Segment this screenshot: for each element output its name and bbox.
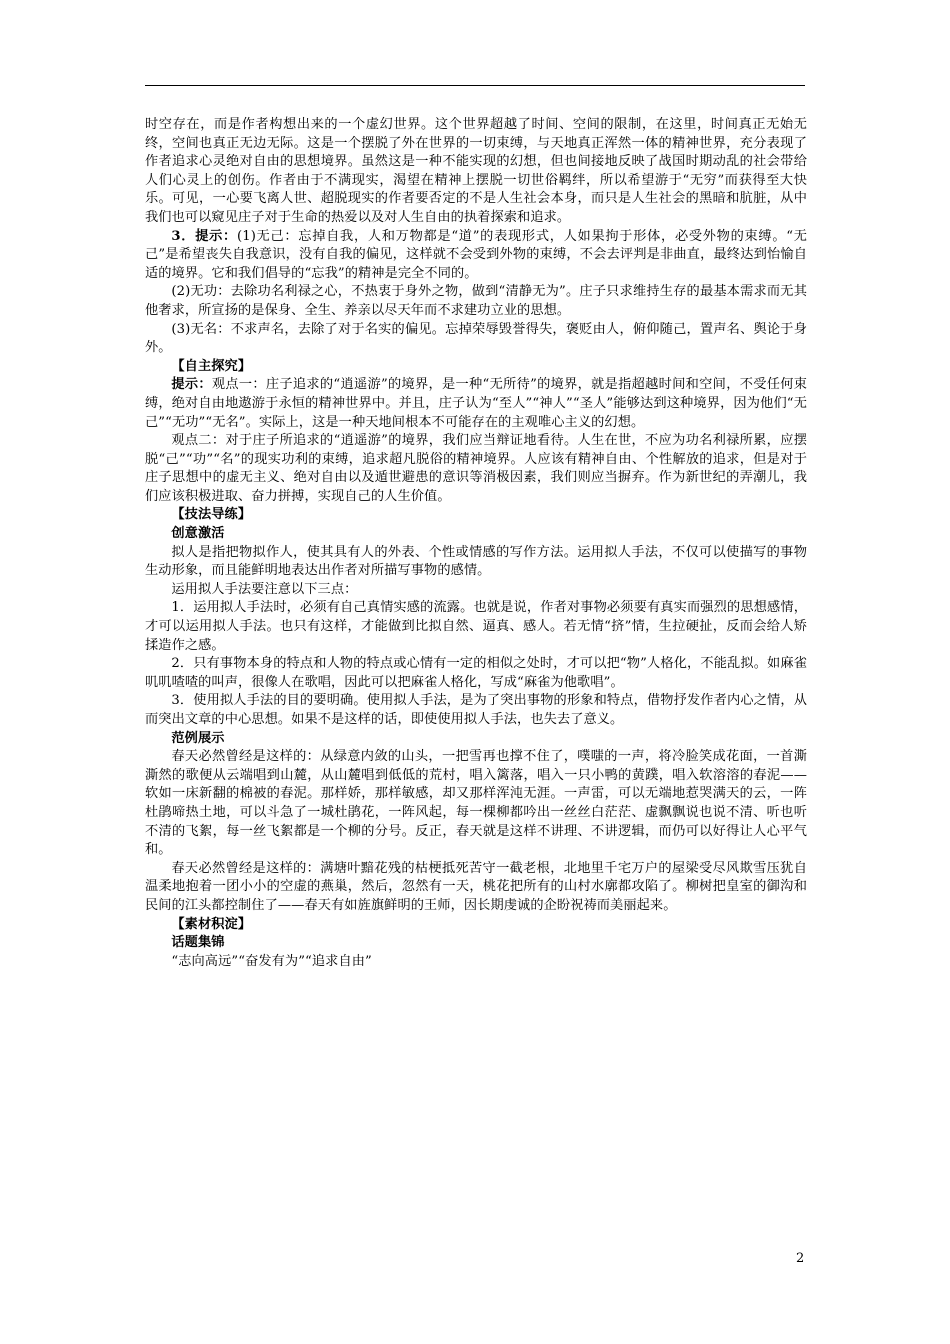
paragraph-spring-two: 春天必然曾经是这样的：满塘叶黯花残的枯梗抵死苦守一截老根，北地里千宅万户的屋梁受尽风欺雪压犹自温柔地抱着一团小小的空虚的燕巢，然后，忽然有一天，桃花把所有的山村水廓都攻陷了。柳树把皇室的御沟和民间的江头都控制住了——春天有如旌旗鲜明的王师，因长期虔诚的企盼祝祷而美丽起来。 <box>145 860 807 913</box>
paragraph-topics: “志向高远”“奋发有为”“追求自由” <box>171 953 372 969</box>
paragraph-point-three: 3．使用拟人手法的目的要明确。使用拟人手法，是为了突出事物的形象和特点，借物抒发作者内心之情，从而突出文章的中心思想。如果不是这样的话，即使使用拟人手法，也失去了意义。 <box>145 693 807 727</box>
main-content <box>145 116 807 971</box>
section-heading-zizhu: 【自主探究】 <box>171 358 252 374</box>
hint-label: 3．提示： <box>171 228 237 244</box>
paragraph-worldview: 时空存在，而是作者构想出来的一个虚幻世界。这个世界超越了时间、空间的限制，在这里，时间真正无始无终，空间也真正无边无际。这是一个摆脱了外在世界的一切束缚，与天地真正浑然一体的精神世界，充分表现了作者追求心灵绝对自由的思想境界。虽然这是一种不能实现的幻想，但也间接地反映了战国时期动乱的社会带给人们心灵上的创伤。作者由于不满现实，渴望在精神上摆脱一切世俗羁绊，所以希望游于“无穷”而获得至大快乐。可见，一心要飞离人世、超脱现实的作者要否定的不是人生社会本身，而只是人生社会的黑暗和肮脏，从中我们也可以窥见庄子对于生命的热爱以及对人生自由的执着探索和追求。 <box>145 117 807 225</box>
subheading-chuangyi: 创意激活 <box>171 526 225 542</box>
paragraph-personification-definition: 拟人是指把物拟作人，使其具有人的外表、个性或情感的写作方法。运用拟人手法，不仅可以使描写的事物生动形象，而且能鲜明地表达出作者对所描写事物的感情。 <box>145 544 807 579</box>
paragraph-viewpoint-one <box>145 376 807 432</box>
paragraph-wugong: (2)无功：去除功名利禄之心，不热衷于身外之物，做到“清静无为”。庄子只求维持生存的最基本需求而无其他奢求，所宣扬的是保身、全生、养亲以尽天年而不求建功立业的思想。 <box>145 284 807 318</box>
paragraph-spring-one: 春天必然曾经是这样的：从绿意内敛的山头，一把雪再也撑不住了，噗嗤的一声，将冷脸笑成花面，一首澌澌然的歌便从云端唱到山麓，从山麓唱到低低的荒村，唱入篱落，唱入一只小鸭的黄蹼，唱入软溶溶的春泥——软如一床新翻的棉被的春泥。那样娇，那样敏感，却又那样浑沌无涯。一声雷，可以无端地惹哭满天的云，一阵杜鹃啼热土地，可以斗急了一城杜鹃花，一阵风起，每一棵柳都吟出一丝丝白茫茫、虚飘飘说也说不清、听也听不清的飞絮，每一丝飞絮都是一个柳的分号。反正，春天就是这样不讲理、不讲逻辑，而仍可以好得让人心平气和。 <box>145 749 807 858</box>
paragraph-point-one: 1．运用拟人手法时，必须有自己真情实感的流露。也就是说，作者对事物必须要有真实而强烈的思想感情，才可以运用拟人手法。也只有这样，才能做到比拟自然、逼真、感人。若无情“挤”情，生拉硬扯，反而会给人矫揉造作之感。 <box>145 600 807 653</box>
hint-wuji-text: (1)无己：忘掉自我，人和万物都是“道”的表现形式，人如果拘于形体，必受外物的束缚。“无己”是希望丧失自我意识，没有自我的偏见，这样就不会受到外物的束缚，不会去评判是非曲直，最终达到怡愉自适的境界。它和我们倡导的“忘我”的精神是完全不同的。 <box>145 228 807 281</box>
section-heading-sucai: 【素材积淀】 <box>171 916 252 932</box>
paragraph-point-two: 2．只有事物本身的特点和人物的特点或心情有一定的相似之处时，才可以把“物”人格化，不能乱拟。如麻雀叽叽喳喳的叫声，很像人在歌唱，因此可以把麻雀人格化，写成“麻雀为他歌唱”。 <box>145 656 807 690</box>
header-rule <box>145 85 805 86</box>
paragraph-hint-wuji <box>145 228 807 284</box>
paragraph-viewpoint-two: 观点二：对于庄子所追求的“逍遥游”的境界，我们应当辩证地看待。人生在世，不应为功名利禄所累，应摆脱“己”“功”“名”的现实功利的束缚，追求超凡脱俗的精神境界。人应该有精神自由、个性解放的追求，但是对于庄子思想中的虚无主义、绝对自由以及遁世避患的意识等消极因素，我们则应当摒弃。作为新世纪的弄潮儿，我们应该积极进取、奋力拼搏，实现自己的人生价值。 <box>145 433 807 504</box>
tip-label: 提示： <box>171 377 212 393</box>
paragraph-wuming: (3)无名：不求声名，去除了对于名实的偏见。忘掉荣辱毁誉得失，褒贬由人，俯仰随己，置声名、舆论于身外。 <box>145 321 807 356</box>
viewpoint-one-text: 观点一：庄子追求的“逍遥游”的境界，是一种“无所待”的境界，就是指超越时间和空间，不受任何束缚，绝对自由地遨游于永恒的精神世界中。并且，庄子认为“至人”“神人”“圣人”能够达到这种境界，因为他们“无己”“无功”“无名”。实际上，这是一种天地间根本不可能存在的主观唯心主义的幻想。 <box>145 377 807 430</box>
subheading-fanli: 范例展示 <box>171 730 225 746</box>
subheading-huati: 话题集锦 <box>171 935 225 951</box>
paragraph-three-points: 运用拟人手法要注意以下三点： <box>171 581 358 597</box>
section-heading-jifa: 【技法导练】 <box>171 507 252 523</box>
page-number: 2 <box>796 1251 805 1266</box>
